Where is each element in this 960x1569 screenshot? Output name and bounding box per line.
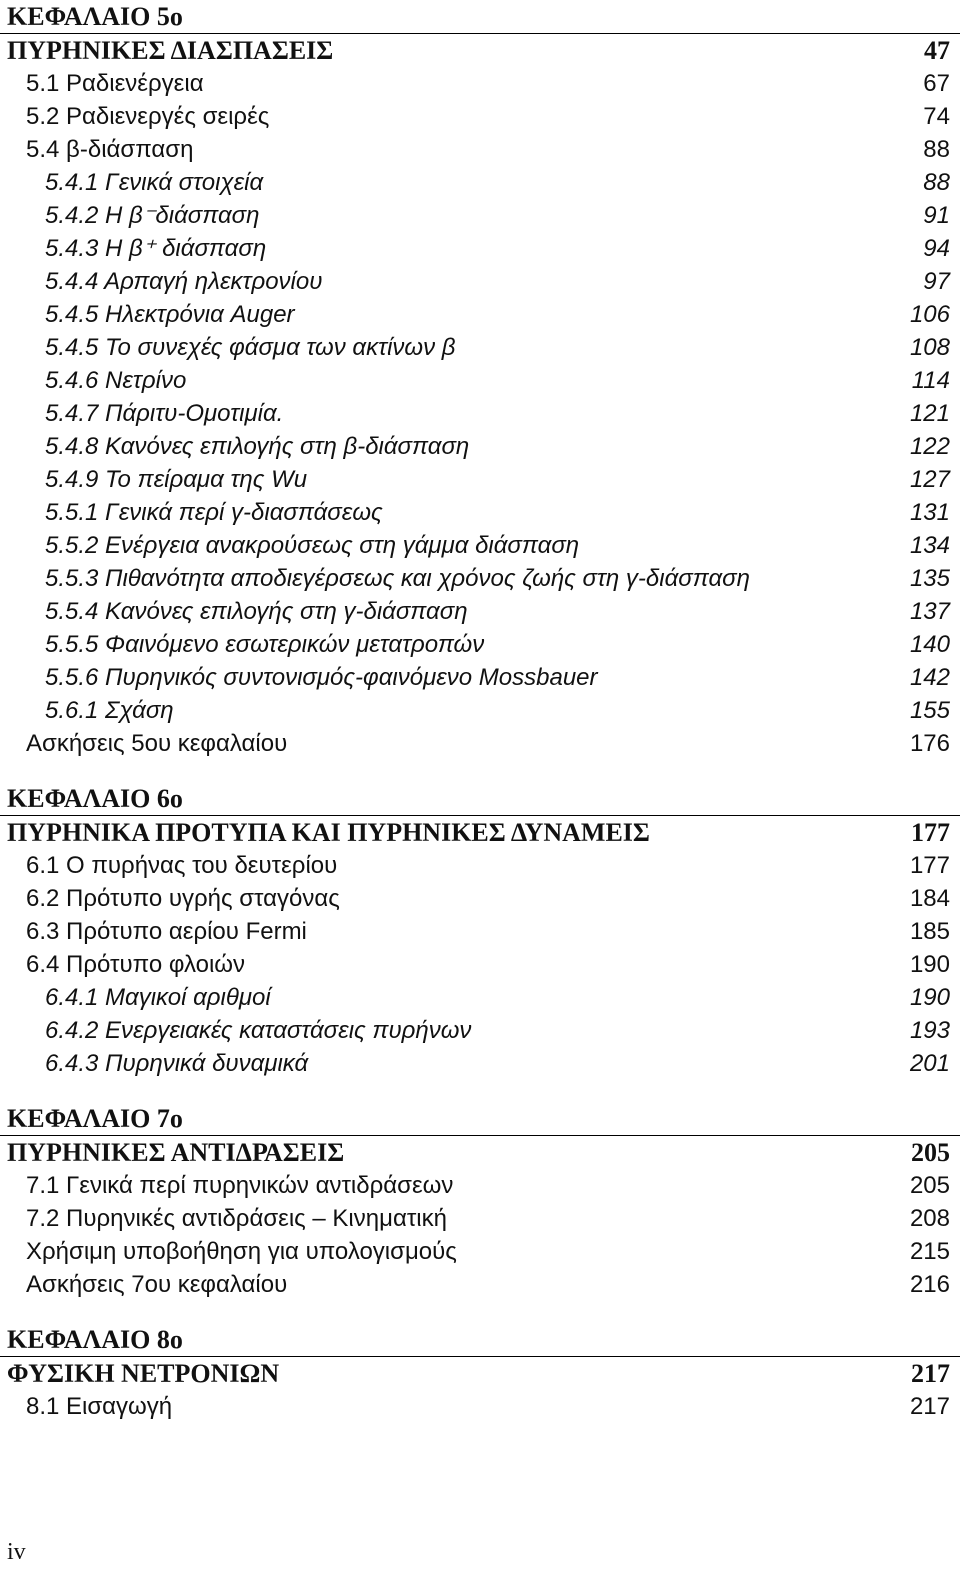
toc-entry-label: 6.1 Ο πυρήνας του δευτερίου bbox=[26, 852, 338, 879]
toc-entry bbox=[0, 166, 960, 199]
toc-entry bbox=[0, 529, 960, 562]
toc-entry-page: 190 bbox=[909, 951, 950, 978]
toc-entry bbox=[0, 1268, 960, 1301]
toc-entry-label: 6.2 Πρότυπο υγρής σταγόνας bbox=[26, 885, 340, 912]
toc-entry bbox=[0, 981, 960, 1014]
chapter-heading-page: 205 bbox=[911, 1138, 950, 1167]
toc-entry bbox=[0, 595, 960, 628]
toc-entry bbox=[0, 199, 960, 232]
toc-entry-label: 5.4.8 Κανόνες επιλογής στη β-διάσπαση bbox=[45, 433, 470, 460]
toc-entry-page: 108 bbox=[909, 334, 950, 361]
toc-entry bbox=[0, 67, 960, 100]
toc-entry-label: 5.4.1 Γενικά στοιχεία bbox=[45, 169, 264, 196]
toc-entry-label: 5.5.6 Πυρηνικός συντονισμός-φαινόμενο Mossbauer bbox=[45, 664, 598, 691]
toc-entry-page: 134 bbox=[909, 532, 950, 559]
toc-entry-page: 215 bbox=[909, 1238, 950, 1265]
toc-entry-label: 5.4.4 Αρπαγή ηλεκτρονίου bbox=[45, 268, 323, 295]
toc-entry bbox=[0, 694, 960, 727]
toc-entry-label: 6.4 Πρότυπο φλοιών bbox=[26, 951, 246, 978]
toc-entry-page: 121 bbox=[909, 400, 950, 427]
toc-entry-page: 137 bbox=[909, 598, 950, 625]
toc-entry bbox=[0, 562, 960, 595]
toc-entry-label: 5.4.3 Η β⁺ διάσπαση bbox=[45, 235, 267, 262]
toc-entry bbox=[0, 331, 960, 364]
chapter-heading-page: 177 bbox=[911, 818, 950, 847]
toc-entry bbox=[0, 1235, 960, 1268]
toc-entry-page: 131 bbox=[909, 499, 950, 526]
toc-entry bbox=[0, 496, 960, 529]
chapter-heading-label: ΦΥΣΙΚΗ ΝΕΤΡΟΝΙΩΝ bbox=[7, 1359, 280, 1388]
toc-entry bbox=[0, 948, 960, 981]
toc-entry bbox=[0, 265, 960, 298]
toc-entry-label: 5.5.4 Κανόνες επιλογής στη γ-διάσπαση bbox=[45, 598, 468, 625]
toc-entry-page: 184 bbox=[909, 885, 950, 912]
toc-entry-label: Ασκήσεις 5ου κεφαλαίου bbox=[26, 730, 288, 757]
toc-entry-label: 5.4.9 Το πείραμα της Wu bbox=[45, 466, 308, 493]
toc-entry-label: 7.2 Πυρηνικές αντιδράσεις – Κινηματική bbox=[26, 1205, 447, 1232]
toc-entry bbox=[0, 915, 960, 948]
toc-entry-page: 97 bbox=[923, 268, 950, 295]
toc-entry-page: 216 bbox=[909, 1271, 950, 1298]
toc-entry bbox=[0, 727, 960, 760]
toc-entry bbox=[0, 882, 960, 915]
chapter-title: ΚΕΦΑΛΑΙΟ 6ο bbox=[7, 784, 183, 813]
toc-entry-label: 6.4.2 Ενεργειακές καταστάσεις πυρήνων bbox=[45, 1017, 472, 1044]
toc-entry bbox=[0, 364, 960, 397]
toc-entry-page: 127 bbox=[909, 466, 950, 493]
chapter-title: ΚΕΦΑΛΑΙΟ 5ο bbox=[7, 2, 183, 31]
toc-entry-page: 176 bbox=[909, 730, 950, 757]
toc-entry-page: 91 bbox=[923, 202, 950, 229]
toc-entry-label: 6.4.3 Πυρηνικά δυναμικά bbox=[45, 1050, 309, 1077]
toc-entry-label: 7.1 Γενικά περί πυρηνικών αντιδράσεων bbox=[26, 1172, 454, 1199]
chapter-section bbox=[0, 1102, 960, 1301]
toc-entry-label: 8.1 Εισαγωγή bbox=[26, 1393, 173, 1420]
toc-entry-page: 217 bbox=[909, 1393, 950, 1420]
toc-entry-page: 135 bbox=[909, 565, 950, 592]
toc-entry-label: 5.4.5 Το συνεχές φάσμα των ακτίνων β bbox=[45, 334, 456, 361]
toc-entry bbox=[0, 100, 960, 133]
chapter-title: ΚΕΦΑΛΑΙΟ 8ο bbox=[7, 1325, 183, 1354]
chapter-section bbox=[0, 1323, 960, 1423]
toc-entry-label: Χρήσιμη υποβοήθηση για υπολογισμούς bbox=[26, 1238, 457, 1265]
toc-entry-page: 122 bbox=[909, 433, 950, 460]
page-number: iv bbox=[7, 1539, 26, 1565]
toc-entry bbox=[0, 298, 960, 331]
toc-entry-label: 5.5.2 Ενέργεια ανακρούσεως στη γάμμα διάσπαση bbox=[45, 532, 580, 559]
chapter-heading-page: 47 bbox=[924, 36, 950, 65]
toc-entry-page: 88 bbox=[923, 169, 950, 196]
toc-entry bbox=[0, 430, 960, 463]
toc-entry-label: 5.5.1 Γενικά περί γ-διασπάσεως bbox=[45, 499, 383, 526]
toc-entry-page: 67 bbox=[923, 70, 950, 97]
toc-entry bbox=[0, 463, 960, 496]
chapter-title: ΚΕΦΑΛΑΙΟ 7ο bbox=[7, 1104, 183, 1133]
toc-entry-label: 6.3 Πρότυπο αερίου Fermi bbox=[26, 918, 307, 945]
chapter-heading bbox=[0, 1135, 960, 1169]
toc-entry-label: 5.4.2 Η β⁻διάσπαση bbox=[45, 202, 260, 229]
toc-entry-page: 205 bbox=[909, 1172, 950, 1199]
toc-entry-page: 94 bbox=[923, 235, 950, 262]
chapter-heading-label: ΠΥΡΗΝΙΚΑ ΠΡΟΤΥΠΑ ΚΑΙ ΠΥΡΗΝΙΚΕΣ ΔΥΝΑΜΕΙΣ bbox=[7, 818, 650, 847]
toc-entry bbox=[0, 628, 960, 661]
toc-entry bbox=[0, 397, 960, 430]
chapter-heading-label: ΠΥΡΗΝΙΚΕΣ ΔΙΑΣΠΑΣΕΙΣ bbox=[7, 36, 334, 65]
chapter-heading-label: ΠΥΡΗΝΙΚΕΣ ΑΝΤΙΔΡΑΣΕΙΣ bbox=[7, 1138, 345, 1167]
toc-entry-page: 140 bbox=[909, 631, 950, 658]
chapter-heading bbox=[0, 1356, 960, 1390]
toc-entry-label: 6.4.1 Μαγικοί αριθμοί bbox=[45, 984, 271, 1011]
toc-entry bbox=[0, 133, 960, 166]
toc-entry bbox=[0, 1047, 960, 1080]
toc-entry-page: 142 bbox=[909, 664, 950, 691]
toc-entry-page: 74 bbox=[923, 103, 950, 130]
toc-entry-label: 5.4.7 Πάριτυ-Ομοτιμία. bbox=[45, 400, 284, 427]
toc-entry-page: 201 bbox=[909, 1050, 950, 1077]
toc-entry-page: 106 bbox=[909, 301, 950, 328]
toc-entry-page: 155 bbox=[909, 697, 950, 724]
chapter-section bbox=[0, 782, 960, 1080]
chapter-heading bbox=[0, 815, 960, 849]
toc-entry-label: 5.6.1 Σχάση bbox=[45, 697, 174, 724]
toc-entry-label: 5.5.3 Πιθανότητα αποδιεγέρσεως και χρόνος ζωής στη γ-διάσπαση bbox=[45, 565, 750, 592]
toc-entry-label: 5.4 β-διάσπαση bbox=[26, 136, 194, 163]
chapter-section bbox=[0, 0, 960, 760]
toc-entry-label: 5.1 Ραδιενέργεια bbox=[26, 70, 204, 97]
toc-entry bbox=[0, 661, 960, 694]
toc-entry-label: 5.4.6 Νετρίνο bbox=[45, 367, 187, 394]
toc-entry bbox=[0, 232, 960, 265]
chapter-heading-page: 217 bbox=[911, 1359, 950, 1388]
toc-entry-label: 5.4.5 Ηλεκτρόνια Auger bbox=[45, 301, 295, 328]
toc-entry bbox=[0, 1169, 960, 1202]
toc-entry bbox=[0, 1390, 960, 1423]
toc-entry bbox=[0, 849, 960, 882]
toc-entry-page: 88 bbox=[923, 136, 950, 163]
toc-entry-page: 208 bbox=[909, 1205, 950, 1232]
toc-entry-page: 190 bbox=[909, 984, 950, 1011]
toc-entry-page: 185 bbox=[909, 918, 950, 945]
toc-entry-page: 114 bbox=[911, 367, 950, 394]
toc-entry-page: 193 bbox=[909, 1017, 950, 1044]
toc-entry-label: 5.5.5 Φαινόμενο εσωτερικών μετατροπών bbox=[45, 631, 485, 658]
toc-entry bbox=[0, 1202, 960, 1235]
toc-entry bbox=[0, 1014, 960, 1047]
toc-entry-label: Ασκήσεις 7ου κεφαλαίου bbox=[26, 1271, 288, 1298]
chapter-heading bbox=[0, 33, 960, 67]
toc-entry-label: 5.2 Ραδιενεργές σειρές bbox=[26, 103, 270, 130]
toc-entry-page: 177 bbox=[909, 852, 950, 879]
